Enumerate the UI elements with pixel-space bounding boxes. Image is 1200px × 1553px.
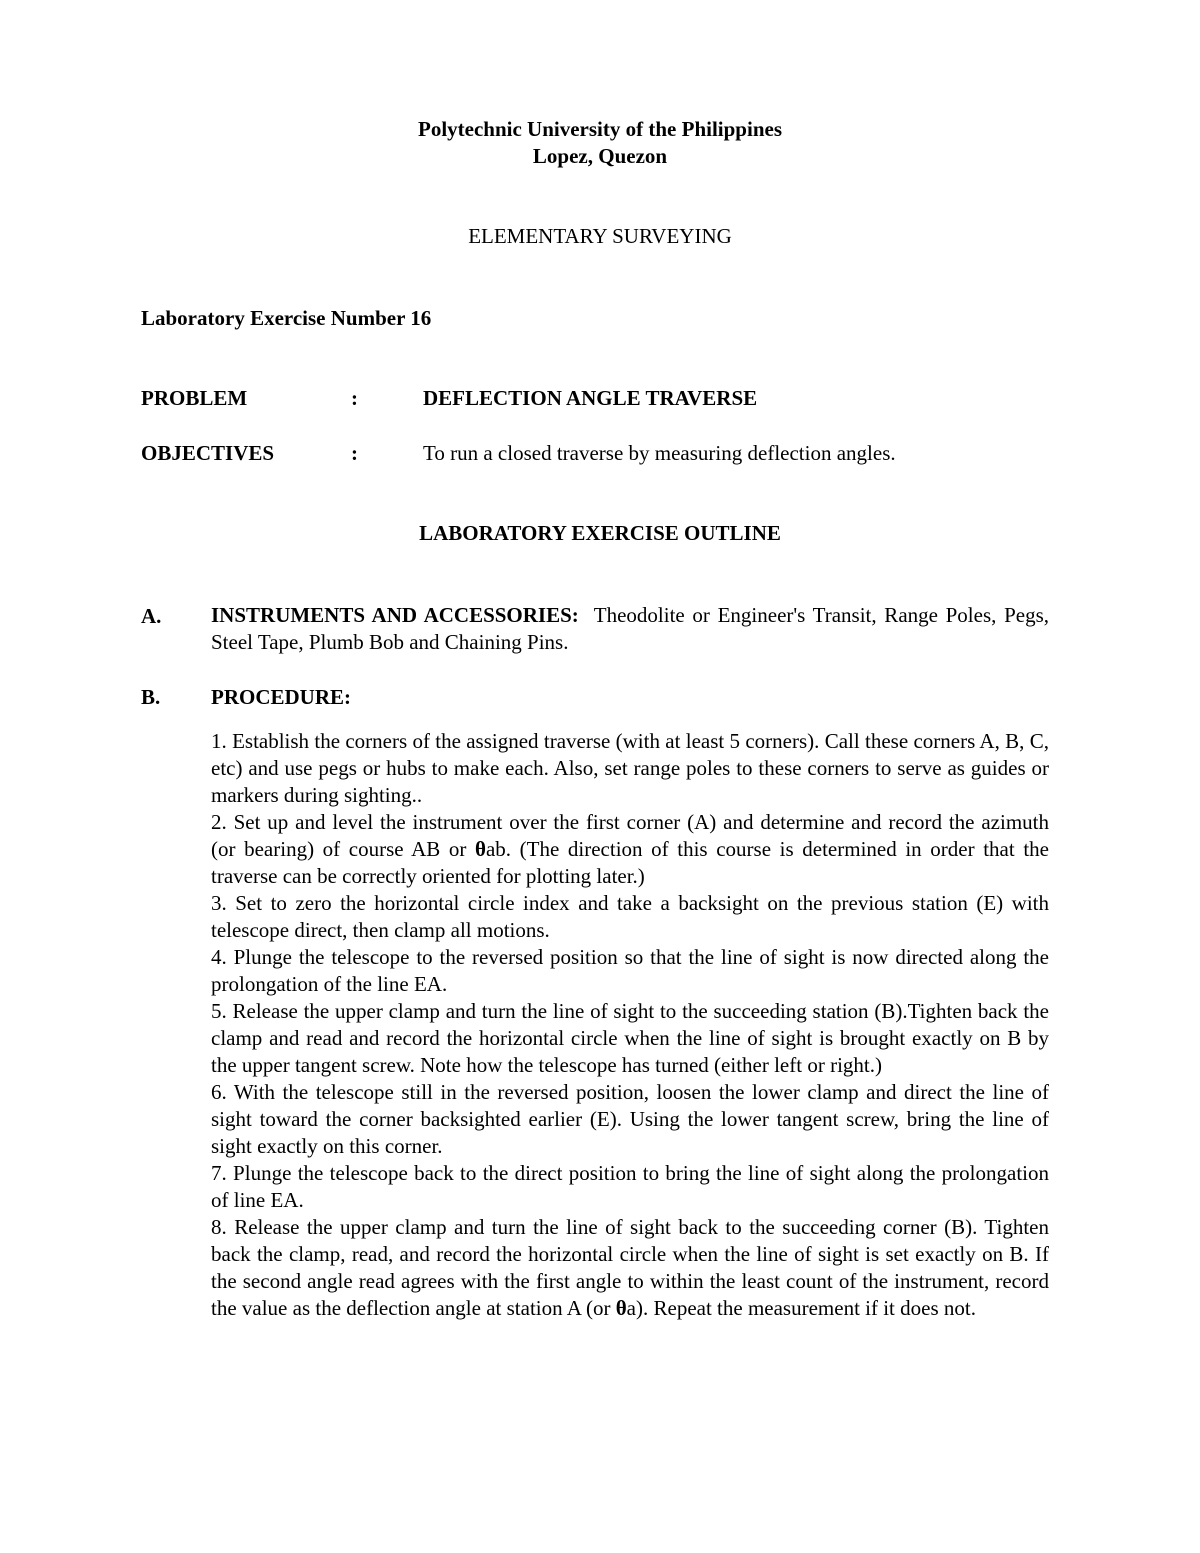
- exercise-title: Laboratory Exercise Number 16: [141, 306, 432, 330]
- procedure-step-6: 6. With the telescope still in the reversed position, loosen the lower clamp and direct the line of sight toward the corner backsighted earlier (E). Using the lower tangent screw, bring the line of sight exactly on this corner.: [211, 1080, 1049, 1158]
- objectives-value: To run a closed traverse by measuring deflection angles.: [423, 441, 896, 465]
- procedure-step-1: 1. Establish the corners of the assigned traverse (with at least 5 corners). Call these corners A, B, C, etc) and use pegs or hubs to make each. Also, set range poles to these corners to serve as guides or markers during sighting..: [211, 729, 1049, 807]
- procedure-step-2: [211, 809, 1049, 890]
- outline-heading: LABORATORY EXERCISE OUTLINE: [419, 521, 781, 545]
- procedure-step-3: 3. Set to zero the horizontal circle index and take a backsight on the previous station (E) with telescope direct, then clamp all motions.: [211, 891, 1049, 942]
- procedure-step-8: [211, 1214, 1049, 1322]
- section-a-letter: A.: [141, 604, 162, 628]
- step-2-text-start: 2. Set up and level the instrument over the first corner (A) and determine and record the azimuth (or bearing) of course AB or: [211, 810, 1049, 861]
- problem-value: DEFLECTION ANGLE TRAVERSE: [423, 386, 758, 410]
- section-a-text: Theodolite or Engineer's Transit, Range Poles, Pegs, Steel Tape, Plumb Bob and Chaining Pins.: [211, 603, 1049, 654]
- step-8-text-start: 8. Release the upper clamp and turn the line of sight back to the succeeding corner (B). Tighten back the clamp, read, and record the horizontal circle when the line of sight is set exactly on B. If the second angle read agrees with the first angle to within the least count of the instrument, record the value as the deflection angle at station A (or: [211, 1215, 1049, 1320]
- objectives-label: OBJECTIVES: [141, 441, 275, 465]
- section-b-letter: B.: [141, 685, 161, 709]
- step-8-text-end: a). Repeat the measurement if it does not.: [626, 1296, 976, 1320]
- campus-location: Lopez, Quezon: [532, 144, 668, 168]
- theta-symbol: θ: [615, 1296, 627, 1320]
- theta-symbol: θ: [474, 837, 486, 861]
- course-title: ELEMENTARY SURVEYING: [468, 224, 732, 248]
- problem-label: PROBLEM: [141, 386, 248, 410]
- problem-colon: :: [351, 386, 358, 410]
- section-a-paragraph: [211, 602, 1049, 656]
- procedure-step-7: 7. Plunge the telescope back to the direct position to bring the line of sight along the prolongation of line EA.: [211, 1161, 1049, 1212]
- section-a-title: INSTRUMENTS AND ACCESSORIES:: [211, 603, 579, 627]
- procedure-steps: [211, 728, 1049, 1322]
- step-2-text-end: ab. (The direction of this course is determined in order that the traverse can be correctly oriented for plotting later.): [211, 837, 1049, 888]
- university-name: Polytechnic University of the Philippines: [418, 117, 782, 141]
- section-b-title: PROCEDURE:: [211, 685, 351, 709]
- objectives-colon: :: [351, 441, 358, 465]
- procedure-step-4: 4. Plunge the telescope to the reversed position so that the line of sight is now directed along the prolongation of the line EA.: [211, 945, 1049, 996]
- procedure-step-5: 5. Release the upper clamp and turn the line of sight to the succeeding station (B).Tighten back the clamp and read and record the horizontal circle when the line of sight is brought exactly on B by the upper tangent screw. Note how the telescope has turned (either left or right.): [211, 999, 1049, 1077]
